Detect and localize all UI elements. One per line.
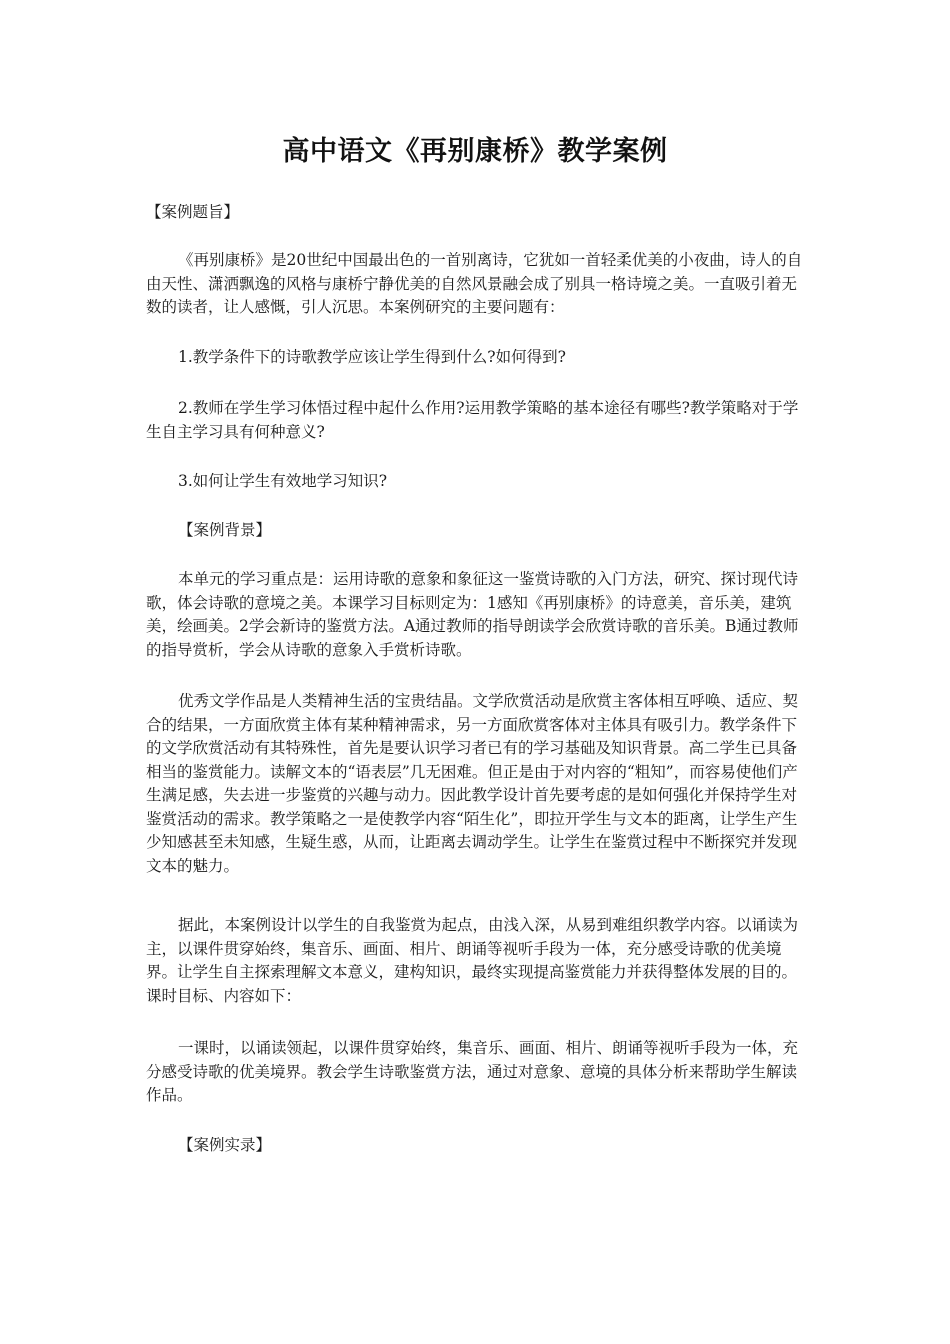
section-heading-background: 【案例背景】 xyxy=(178,521,272,539)
background-paragraph-3: 据此，本案例设计以学生的自我鉴赏为起点，由浅入深，从易到难组织教学内容。以诵读为主，以课件贯穿始终，集音乐、画面、相片、朗诵等视听手段为一体，充分感受诗歌的优美境界。让学生自主探索理解文本意义，建构知识，最终实现提高鉴赏能力并获得整体发展的目的。课时目标、内容如下： xyxy=(146,916,799,1005)
background-paragraph-4: 一课时，以诵读领起，以课件贯穿始终，集音乐、画面、相片、朗诵等视听手段为一体，充分感受诗歌的优美境界。教会学生诗歌鉴赏方法，通过对意象、意境的具体分析来帮助学生解读作品。 xyxy=(146,1039,799,1104)
background-paragraph-1: 本单元的学习重点是：运用诗歌的意象和象征这一鉴赏诗歌的入门方法，研究、探讨现代诗歌，体会诗歌的意境之美。本课学习目标则定为：1感知《再别康桥》的诗意美，音乐美，建筑美，绘画美。2学会新诗的鉴赏方法。A通过教师的指导朗读学会欣赏诗歌的音乐美。B通过教师的指导赏析，学会从诗歌的意象入手赏析诗歌。 xyxy=(146,570,799,659)
question-2: 2.教师在学生学习体悟过程中起什么作用?运用教学策略的基本途径有哪些?教学策略对于学生自主学习具有何种意义? xyxy=(146,399,799,441)
question-1: 1.教学条件下的诗歌教学应该让学生得到什么?如何得到? xyxy=(178,348,566,366)
section-heading-record: 【案例实录】 xyxy=(178,1136,272,1154)
intro-paragraph: 《再别康桥》是20世纪中国最出色的一首别离诗，它犹如一首轻柔优美的小夜曲，诗人的自由天性、潇洒飘逸的风格与康桥宁静优美的自然风景融会成了别具一格诗境之美。一直吸引着无数的读者，让人感慨，引人沉思。本案例研究的主要问题有： xyxy=(146,251,803,316)
section-heading-purpose: 【案例题旨】 xyxy=(146,203,240,221)
background-paragraph-2: 优秀文学作品是人类精神生活的宝贵结晶。文学欣赏活动是欣赏主客体相互呼唤、适应、契合的结果，一方面欣赏主体有某种精神需求，另一方面欣赏客体对主体具有吸引力。教学条件下的文学欣赏活动有其特殊性，首先是要认识学习者已有的学习基础及知识背景。高二学生已具备相当的鉴赏能力。读解文本的“语表层”几无困难。但正是由于对内容的“粗知”，而容易使他们产生满足感，失去进一步鉴赏的兴趣与动力。因此教学设计首先要考虑的是如何强化并保持学生对鉴赏活动的需求。教学策略之一是使教学内容“陌生化”，即拉开学生与文本的距离，让学生产生少知感甚至未知感，生疑生惑，从而，让距离去调动学生。让学生在鉴赏过程中不断探究并发现文本的魅力。 xyxy=(146,692,799,875)
question-3: 3.如何让学生有效地学习知识? xyxy=(178,472,388,490)
document-title: 高中语文《再别康桥》教学案例 xyxy=(282,136,668,167)
